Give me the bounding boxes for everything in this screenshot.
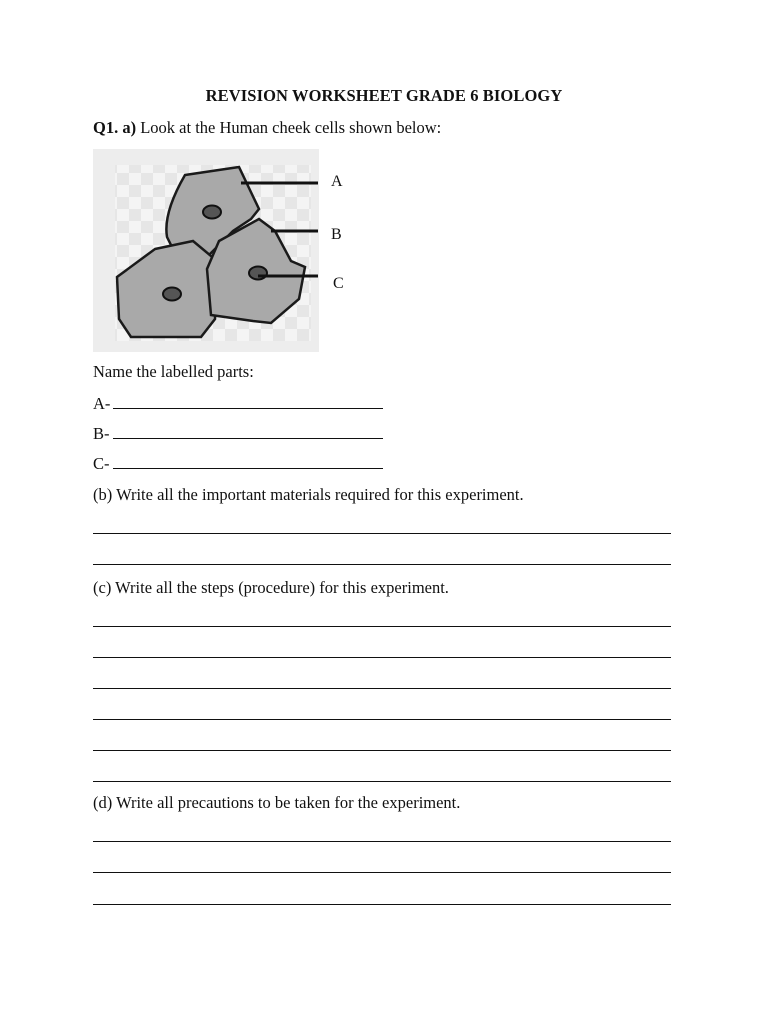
question-number: Q1. a)	[93, 118, 137, 137]
page-title: REVISION WORKSHEET GRADE 6 BIOLOGY	[205, 86, 563, 105]
answer-a-label: A-	[93, 394, 111, 413]
cheek-cells-diagram	[93, 149, 353, 353]
answer-b-label: B-	[93, 424, 110, 443]
answer-line[interactable]	[93, 688, 671, 689]
answer-line[interactable]	[93, 750, 671, 751]
answer-line[interactable]	[93, 841, 671, 842]
label-c: C	[333, 275, 344, 292]
question-b-prompt: (b) Write all the important materials required for this experiment.	[93, 485, 524, 504]
answer-line[interactable]	[93, 781, 671, 782]
nucleus-left	[163, 288, 181, 301]
answer-c-label: C-	[93, 454, 110, 473]
answer-line[interactable]	[93, 657, 671, 658]
nucleus-top	[203, 206, 221, 219]
answer-line[interactable]	[93, 872, 671, 873]
label-b: B	[331, 226, 342, 243]
answer-c-row	[93, 454, 383, 474]
answer-line[interactable]	[93, 533, 671, 534]
question-c-prompt: (c) Write all the steps (procedure) for this experiment.	[93, 578, 449, 597]
nucleus-right	[249, 267, 267, 280]
question-prompt: Look at the Human cheek cells shown below:	[140, 118, 442, 137]
answer-c-blank[interactable]	[113, 454, 383, 469]
answer-a-blank[interactable]	[113, 394, 383, 409]
answer-b-row	[93, 424, 383, 444]
question-d-prompt: (d) Write all precautions to be taken for the experiment.	[93, 793, 461, 812]
answer-b-blank[interactable]	[113, 424, 383, 439]
answer-line[interactable]	[93, 904, 671, 905]
answer-line[interactable]	[93, 626, 671, 627]
name-parts-prompt: Name the labelled parts:	[93, 362, 254, 381]
answer-line[interactable]	[93, 719, 671, 720]
label-a: A	[331, 173, 343, 190]
answer-line[interactable]	[93, 564, 671, 565]
answer-a-row	[93, 394, 383, 414]
question-1a	[93, 118, 441, 138]
